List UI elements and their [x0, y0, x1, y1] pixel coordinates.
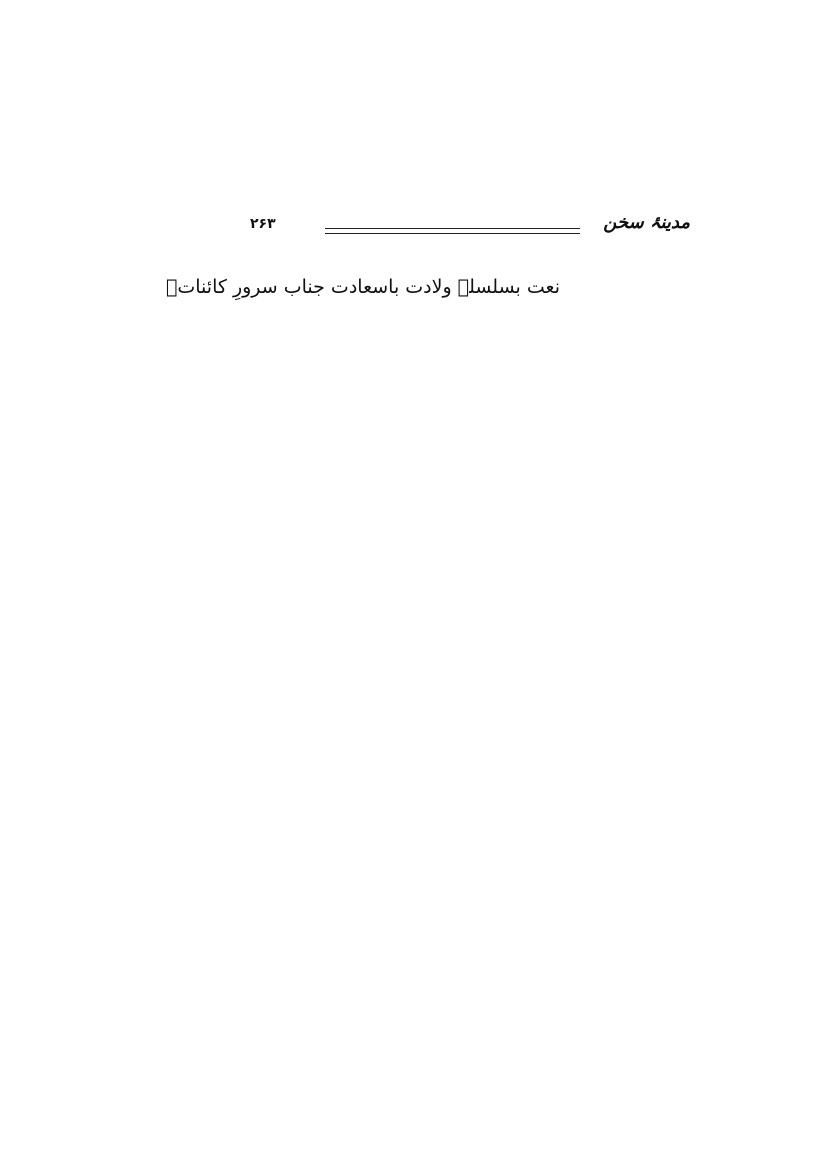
book-title: مدینۂ سخن: [603, 212, 690, 233]
header-rule-top: [325, 228, 580, 229]
poem-title: نعت بسلسلۂ ولادت باسعادت جناب سرورِ کائناتؐ: [165, 276, 560, 298]
page-number: ۲۶۳: [250, 216, 276, 232]
page-header: [250, 212, 690, 244]
header-rule-bottom: [325, 233, 580, 234]
